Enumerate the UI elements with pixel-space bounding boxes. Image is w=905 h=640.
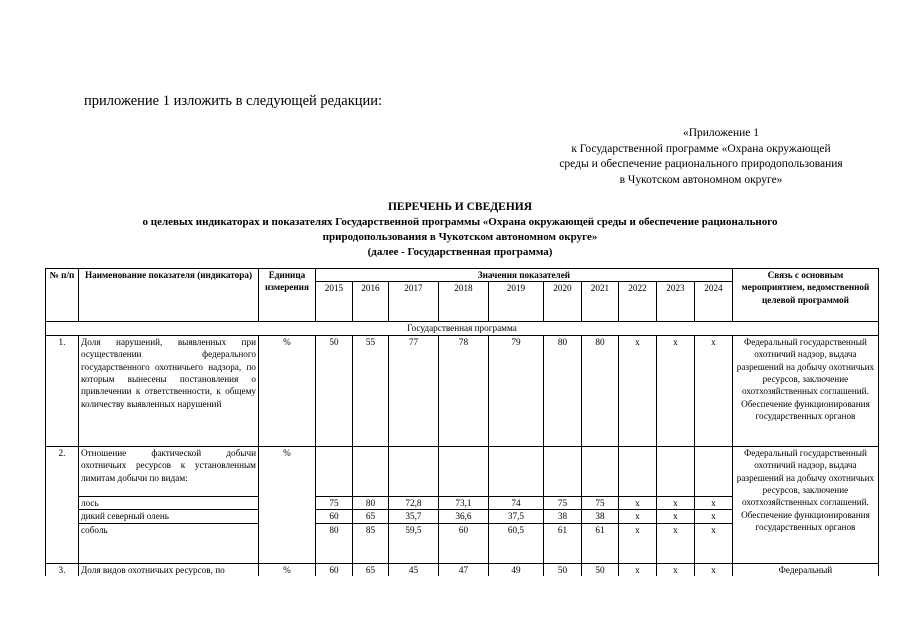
value-cell: 50 [543, 563, 581, 576]
value-cell: 65 [352, 510, 388, 523]
value-cell: x [656, 335, 694, 446]
year-header: 2023 [656, 282, 694, 322]
value-cell: 60 [315, 563, 352, 576]
empty-cell [618, 446, 656, 496]
row-unit: % [259, 563, 316, 576]
value-cell: 80 [352, 496, 388, 509]
row-link: Федеральный государственный охотничий надзор, выдача разрешений на добычу охотничьих ресурсов, заключение охотхозяйственных соглашений. Обеспечение функционирования государственных органов [732, 446, 878, 563]
year-header: 2019 [488, 282, 543, 322]
value-cell: x [618, 510, 656, 523]
value-cell: 47 [438, 563, 488, 576]
header-link: Связь с основным мероприятием, ведомственной целевой программой [732, 269, 878, 322]
value-cell: 80 [581, 335, 618, 446]
value-cell: 50 [315, 335, 352, 446]
value-cell: 38 [581, 510, 618, 523]
row-name: Доля нарушений, выявленных при осуществлении федерального государственного охотничьего надзора, по которым вынесены постановления о привлечении к ответственности, к общему количеству выявленных нарушений [79, 335, 259, 446]
value-cell: 72,8 [388, 496, 438, 509]
empty-cell [315, 446, 352, 496]
value-cell: 80 [543, 335, 581, 446]
indicators-table [45, 268, 879, 576]
year-header: 2022 [618, 282, 656, 322]
empty-cell [388, 446, 438, 496]
subrow-name: лось [79, 496, 259, 509]
value-cell: x [656, 523, 694, 563]
value-cell: x [618, 496, 656, 509]
header-num: № п/п [46, 269, 79, 322]
value-cell: 73,1 [438, 496, 488, 509]
appendix-line-3: среды и обеспечение рационального природопользования [559, 158, 843, 170]
value-cell: x [694, 496, 732, 509]
table-row [46, 563, 879, 576]
year-header: 2024 [694, 282, 732, 322]
row-link: Федеральный государственный охотничий надзор, выдача разрешений на добычу охотничьих ресурсов, заключение охотхозяйственных соглашений. Обеспечение функционирования государственных органов [732, 335, 878, 446]
empty-cell [656, 446, 694, 496]
value-cell: 77 [388, 335, 438, 446]
value-cell: x [656, 563, 694, 576]
year-header: 2016 [352, 282, 388, 322]
value-cell: 75 [543, 496, 581, 509]
subrow-name: дикий северный олень [79, 510, 259, 523]
year-header: 2015 [315, 282, 352, 322]
value-cell: 60 [438, 523, 488, 563]
table-row [46, 335, 879, 446]
value-cell: 35,7 [388, 510, 438, 523]
row-link: Федеральный [732, 563, 878, 576]
empty-cell [488, 446, 543, 496]
empty-cell [581, 446, 618, 496]
header-values-group: Значения показателей [315, 269, 732, 282]
value-cell: 79 [488, 335, 543, 446]
row-num: 2. [46, 446, 79, 563]
year-header: 2017 [388, 282, 438, 322]
document-title [50, 200, 870, 260]
value-cell: x [694, 335, 732, 446]
row-name: Отношение фактической добычи охотничьих ресурсов к установленным лимитам добычи по видам: [79, 446, 259, 496]
appendix-header [525, 126, 877, 188]
value-cell: 61 [543, 523, 581, 563]
value-cell: x [694, 523, 732, 563]
appendix-line-2: к Государственной программе «Охрана окружающей [571, 142, 831, 155]
subrow-name: соболь [79, 523, 259, 563]
value-cell: 75 [315, 496, 352, 509]
title-line-1: ПЕРЕЧЕНЬ И СВЕДЕНИЯ [387, 201, 533, 213]
value-cell: 75 [581, 496, 618, 509]
value-cell: x [618, 523, 656, 563]
value-cell: 61 [581, 523, 618, 563]
row-num: 1. [46, 335, 79, 446]
value-cell: 38 [543, 510, 581, 523]
row-name: Доля видов охотничьих ресурсов, по [79, 563, 259, 576]
value-cell: x [656, 496, 694, 509]
row-unit: % [259, 335, 316, 446]
value-cell: x [694, 563, 732, 576]
value-cell: 74 [488, 496, 543, 509]
empty-cell [438, 446, 488, 496]
appendix-line-4: в Чукотском автономном округе» [619, 173, 783, 186]
title-line-3: природопользования в Чукотском автономном округе» [322, 231, 598, 243]
empty-cell [543, 446, 581, 496]
intro-text: приложение 1 изложить в следующей редакции: [84, 93, 383, 109]
value-cell: x [618, 563, 656, 576]
value-cell: 59,5 [388, 523, 438, 563]
value-cell: 60,5 [488, 523, 543, 563]
empty-cell [694, 446, 732, 496]
value-cell: 78 [438, 335, 488, 446]
empty-cell [352, 446, 388, 496]
value-cell: x [694, 510, 732, 523]
value-cell: 50 [581, 563, 618, 576]
value-cell: 65 [352, 563, 388, 576]
value-cell: x [618, 335, 656, 446]
appendix-line-1: «Приложение 1 [682, 127, 760, 139]
value-cell: 49 [488, 563, 543, 576]
value-cell: 36,6 [438, 510, 488, 523]
value-cell: 80 [315, 523, 352, 563]
header-unit: Единица измерения [259, 269, 316, 322]
value-cell: x [656, 510, 694, 523]
year-header: 2021 [581, 282, 618, 322]
value-cell: 55 [352, 335, 388, 446]
value-cell: 85 [352, 523, 388, 563]
value-cell: 60 [315, 510, 352, 523]
section-row: Государственная программа [46, 322, 879, 335]
title-line-4: (далее - Государственная программа) [367, 246, 553, 258]
table-row [46, 446, 879, 496]
row-num: 3. [46, 563, 79, 576]
title-line-2: о целевых индикаторах и показателях Государственной программы «Охрана окружающей среды и обеспечение рационального [142, 216, 778, 228]
value-cell: 45 [388, 563, 438, 576]
year-header: 2020 [543, 282, 581, 322]
year-header: 2018 [438, 282, 488, 322]
header-name: Наименование показателя (индикатора) [79, 269, 259, 322]
value-cell: 37,5 [488, 510, 543, 523]
row-unit: % [259, 446, 316, 563]
